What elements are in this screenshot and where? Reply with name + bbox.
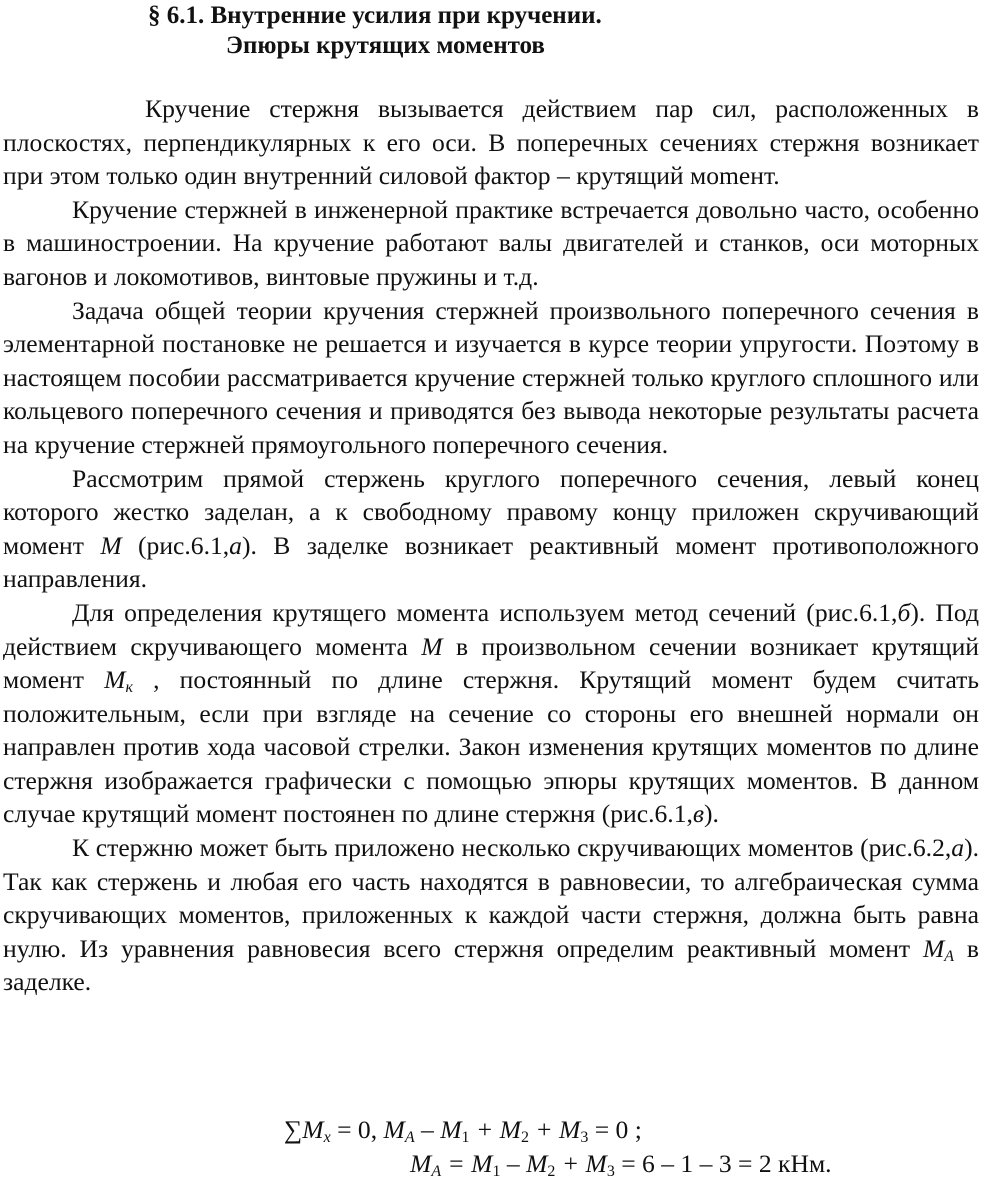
- body-text: [3, 92, 979, 999]
- symbol-Mk-base: M: [104, 665, 126, 695]
- paragraph-1: Кручение стержня вызывается действием пар сил, расположенных в плоскостях, перпендикулярных к его оси. В поперечных сечениях стержня возникает при этом только один внутренний силовой фактор – крутящий моmент.: [3, 94, 979, 191]
- paragraph-5-text-e: ).: [704, 799, 719, 829]
- paragraph-4-text-b: (рис.6.1,: [121, 530, 230, 560]
- eq-subscript: 2: [547, 1163, 556, 1180]
- figure-ref-letter: б: [897, 597, 911, 627]
- eq-symbol-M: M: [410, 1149, 432, 1178]
- eq-subscript: 3: [606, 1163, 615, 1180]
- eq-subscript: 1: [461, 1129, 470, 1146]
- paragraph-6-text-b: ). Так как стержень и любая его часть находятся в равновесии, то алгебраическая сумма скручивающих моментов, приложенных к каждой части стержня, должна быть равна нулю. Из уравнения равновесия всего стержня определим реактивный момент: [3, 833, 979, 963]
- sum-symbol: ∑: [284, 1115, 303, 1144]
- symbol-Mk-subscript: к: [125, 679, 133, 697]
- eq-symbol-M: M: [302, 1115, 324, 1144]
- eq-subscript: 2: [520, 1129, 529, 1146]
- eq-term: + M: [555, 1149, 607, 1178]
- paragraph-6: [3, 831, 979, 999]
- symbol-Mk: [104, 665, 133, 697]
- eq-subscript: A: [431, 1163, 442, 1180]
- paragraph-4-text-a: Рассмотрим прямой стержень круглого поперечного сечения, левый конец которого жестко заделан, а к свободному правому концу приложен скручивающий момент: [3, 463, 979, 560]
- paragraph-4: [3, 462, 979, 596]
- eq-text: = 6 – 1 – 3 = 2 кНм.: [614, 1149, 832, 1178]
- section-title-line-2: Эпюры крутящих моментов: [226, 32, 545, 59]
- eq-subscript: A: [404, 1129, 415, 1146]
- eq-text: = 0 ;: [588, 1115, 642, 1144]
- equation-reactive-moment: [410, 1147, 832, 1180]
- eq-term: + M: [469, 1115, 521, 1144]
- paragraph-4-text-c: ). В заделке возникает реактивный момент противоположного направления.: [3, 530, 979, 594]
- eq-term: – M: [414, 1115, 462, 1144]
- symbol-MA-subscript: A: [944, 947, 955, 965]
- figure-ref-letter: а: [229, 530, 242, 560]
- eq-term: + M: [528, 1115, 581, 1144]
- eq-symbol-M: M: [383, 1115, 405, 1144]
- paragraph-3: Задача общей теории кручения стержней произвольного поперечного сечения в элементарной постановке не решается и изучается в курсе теории упругости. Поэтому в настоящем пособии рассматривается кручение стержней только круглого сплошного или кольцевого поперечного сечения и приводятся без вывода некоторые результаты расчета на кручение стержней прямоугольного поперечного сечения.: [3, 295, 979, 459]
- eq-subscript: 1: [492, 1163, 501, 1180]
- eq-term: – M: [500, 1149, 548, 1178]
- paragraph-5-text-d: , постоянный по длине стержня. Крутящий момент будем считать положительным, если при взгляде на сечение со стороны его внешней нормали он направлен против хода часовой стрелки. Закон изменения крутящих моментов по длине стержня изображается графически с помощью эпюры крутящих моментов. В данном случае крутящий момент постоянен по длине стержня (рис.6.1,: [3, 665, 980, 829]
- symbol-M: M: [100, 530, 122, 560]
- eq-subscript: x: [323, 1129, 331, 1146]
- figure-ref-letter: а: [951, 833, 965, 863]
- symbol-M: M: [421, 631, 443, 661]
- eq-subscript: 3: [580, 1129, 589, 1146]
- paragraph-5: [3, 596, 979, 831]
- equation-equilibrium: [284, 1113, 642, 1146]
- symbol-MA-base: M: [922, 933, 945, 963]
- paragraph-5-text-a: Для определения крутящего момента используем метод сечений (рис.6.1,: [72, 597, 898, 627]
- eq-text: = 0,: [330, 1115, 384, 1144]
- paragraph-6-text-c: в заделке.: [3, 933, 980, 997]
- section-title-line-1: § 6.1. Внутренние усилия при кручении.: [148, 2, 602, 29]
- paragraph-5-text-c: в произвольном сечении возникает крутящий момент: [3, 631, 980, 695]
- symbol-MA: [923, 934, 954, 963]
- paragraph-5-text-b: ). Под действием скручивающего момента: [3, 597, 980, 661]
- paragraph-2: Кручение стержней в инженерной практике встречается довольно часто, особенно в машиностроении. На кручение работают валы двигателей и станков, оси моторных вагонов и локомотивов, винтовые пружины и т.д.: [3, 194, 979, 291]
- paragraph-6-text-a: К стержню может быть приложено несколько скручивающих моментов (рис.6.2,: [72, 833, 952, 863]
- figure-ref-letter: в: [692, 799, 705, 829]
- eq-term: = M: [441, 1149, 493, 1178]
